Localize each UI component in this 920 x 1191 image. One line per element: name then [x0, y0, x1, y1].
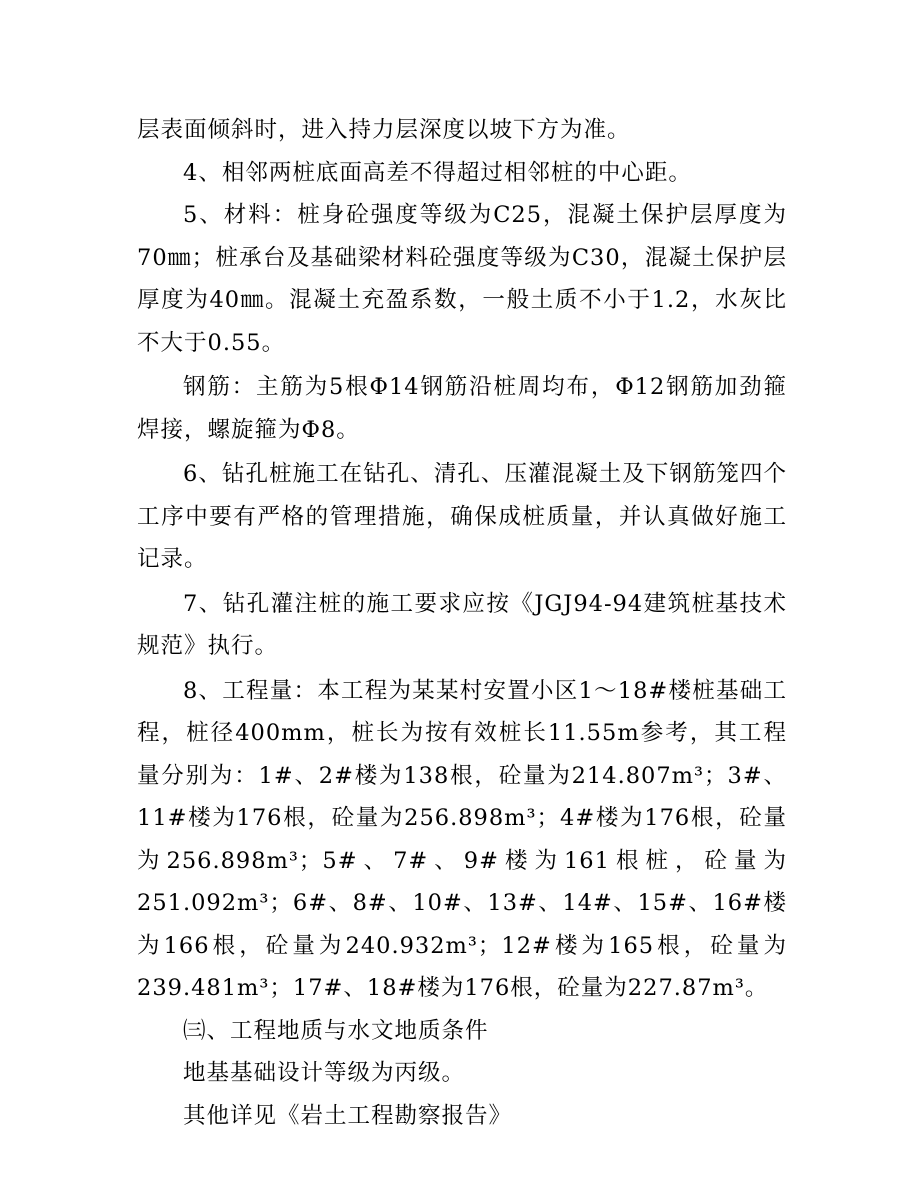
paragraph-other-details: 其他详见《岩土工程勘察报告》: [183, 1102, 513, 1129]
paragraph-design-grade: 地基基础设计等级为丙级。: [183, 1060, 466, 1086]
paragraph-rebar: 钢筋：主筋为5根Φ14钢筋沿桩周均布，Φ12钢筋加劲箍焊接，螺旋箍为Φ8。: [137, 374, 787, 443]
paragraph-item-4: 4、相邻两桩底面高差不得超过相邻桩的中心距。: [183, 159, 692, 186]
paragraph-item-8-quantities: 8、工程量：本工程为某某村安置小区1～18#楼桩基础工程，桩径400mm，桩长为按有效桩长11.55m参考，其工程量分别为：1#、2#楼为138根，砼量为214.807m³；3#、11#楼为176根，砼量为256.898m³；4#楼为176根，砼量为256.898m³；5#、7#、9#楼为161根桩，砼量为251.092m³；6#、8#、10#、13#、14#、15#、16#楼为166根，砼量为240.932m³；12#楼为165根，砼量为239.481m³；17#、18#楼为176根，砼量为227.87m³。: [137, 677, 787, 1001]
paragraph-continuation: 层表面倾斜时，进入持力层深度以坡下方为准。: [137, 117, 631, 143]
section-heading-geology: ㈢、工程地质与水文地质条件: [183, 1017, 489, 1044]
paragraph-item-6: 6、钻孔桩施工在钻孔、清孔、压灌混凝土及下钢筋笼四个工序中要有严格的管理措施，确保成桩质量，并认真做好施工记录。: [137, 461, 787, 572]
document-body: [137, 109, 787, 1137]
paragraph-item-7: 7、钻孔灌注桩的施工要求应按《JGJ94-94建筑桩基技术规范》执行。: [137, 590, 787, 659]
paragraph-item-5-materials: 5、材料：桩身砼强度等级为C25，混凝土保护层厚度为70㎜；桩承台及基础梁材料砼强度等级为C30，混凝土保护层厚度为40㎜。混凝土充盈系数，一般土质不小于1.2，水灰比不大于0.55。: [137, 202, 787, 356]
